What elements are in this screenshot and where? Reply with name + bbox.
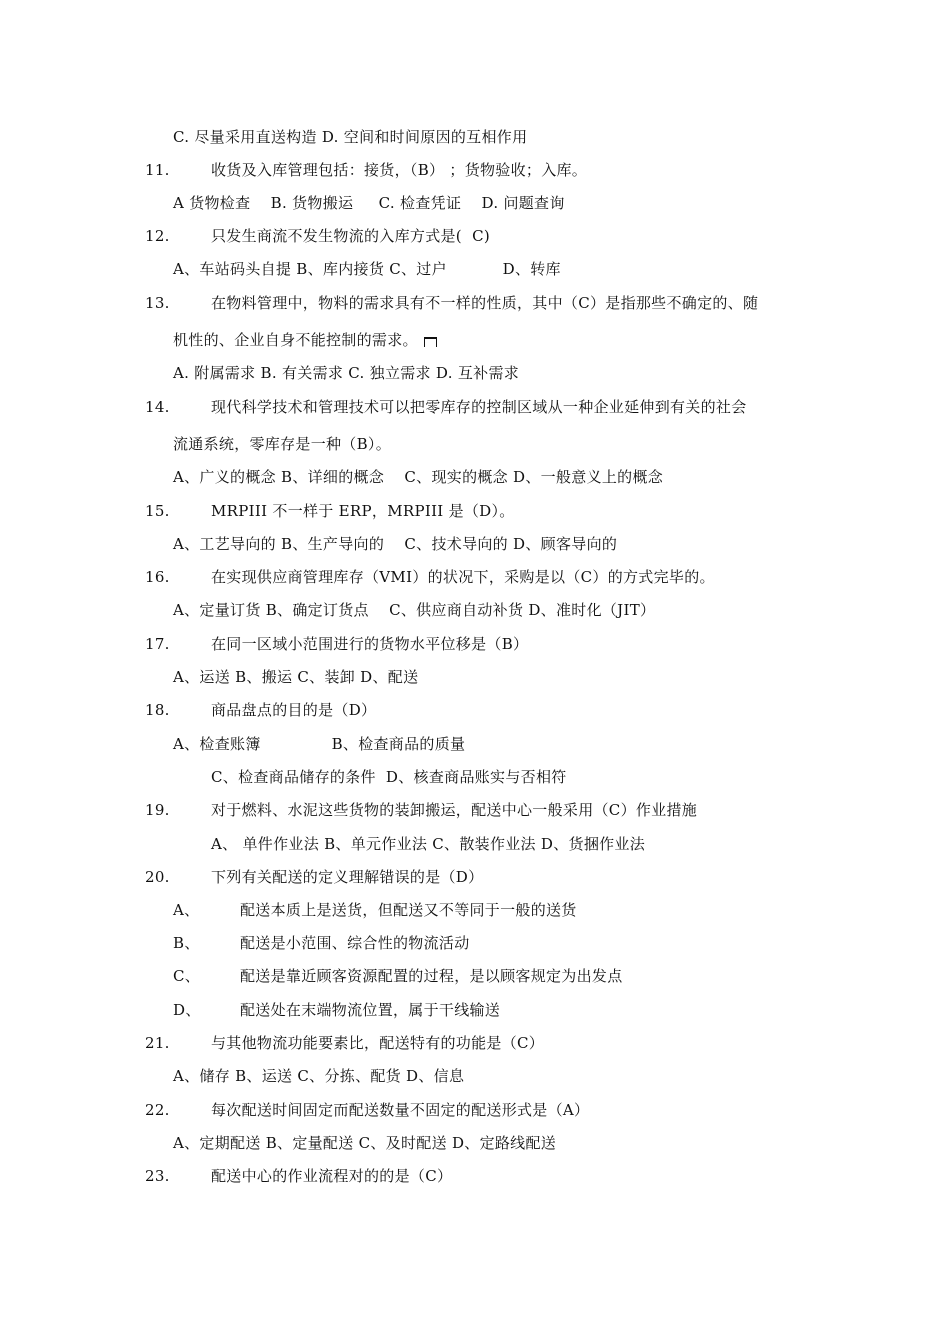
question-text-continued-text: 机性的、企业自身不能控制的需求。	[173, 331, 418, 349]
option-line: A、运送 B、搬运 C、装卸 D、配送	[173, 668, 419, 686]
option-label: C、	[173, 967, 201, 985]
option-text: 配送本质上是送货，但配送又不等同于一般的送货	[240, 901, 577, 919]
question-number: 12.	[145, 227, 170, 245]
question-number: 23.	[145, 1167, 170, 1185]
question-text: 配送中心的作业流程对的的是（C）	[211, 1167, 453, 1185]
question-number: 18.	[145, 701, 170, 719]
option-line: C. 尽量采用直送构造 D. 空间和时间原因的互相作用	[173, 128, 528, 146]
question-text: 现代科学技术和管理技术可以把零库存的控制区域从一种企业延伸到有关的社会	[211, 398, 747, 416]
question-text: 在同一区域小范围进行的货物水平位移是（B）	[211, 635, 529, 653]
option-text: 配送处在末端物流位置，属于干线输送	[240, 1001, 501, 1019]
option-label: A、	[173, 901, 200, 919]
option-text: 配送是靠近顾客资源配置的过程，是以顾客规定为出发点	[240, 967, 623, 985]
question-number: 11.	[145, 161, 170, 179]
option-line: A、 单件作业法 B、单元作业法 C、散装作业法 D、货捆作业法	[211, 835, 646, 853]
question-text: 与其他物流功能要素比，配送特有的功能是（C）	[211, 1034, 545, 1052]
question-number: 14.	[145, 398, 170, 416]
question-text: 对于燃料、水泥这些货物的装卸搬运，配送中心一般采用（C）作业措施	[211, 801, 698, 819]
question-text: 下列有关配送的定义理解错误的是（D）	[211, 868, 484, 886]
question-number: 13.	[145, 294, 170, 312]
question-number: 15.	[145, 502, 170, 520]
option-text: 配送是小范围、综合性的物流活动	[240, 934, 470, 952]
option-line: C、检查商品储存的条件 D、核查商品账实与否相符	[211, 768, 567, 786]
question-text: 在物料管理中，物料的需求具有不一样的性质，其中（C）是指那些不确定的、随	[211, 294, 759, 312]
option-line: A、定期配送 B、定量配送 C、及时配送 D、定路线配送	[173, 1134, 557, 1152]
option-label: B、	[173, 934, 200, 952]
question-number: 20.	[145, 868, 170, 886]
option-line: A. 附属需求 B. 有关需求 C. 独立需求 D. 互补需求	[173, 364, 520, 382]
option-line: A 货物检查 B. 货物搬运 C. 检查凭证 D. 问题查询	[173, 194, 565, 212]
question-text: MRPIII 不一样于 ERP，MRPIII 是（D）。	[211, 502, 515, 520]
question-text: 商品盘点的目的是（D）	[211, 701, 377, 719]
text-cursor-icon	[424, 337, 437, 347]
option-line: A、储存 B、运送 C、分拣、配货 D、信息	[173, 1067, 465, 1085]
option-line: A、车站码头自提 B、库内接货 C、过户 D、转库	[173, 260, 561, 278]
question-number: 17.	[145, 635, 170, 653]
question-text-continued	[173, 330, 437, 350]
question-text: 收货及入库管理包括：接货，（B） ；货物验收；入库。	[211, 161, 588, 179]
option-line: A、广义的概念 B、详细的概念 C、现实的概念 D、一般意义上的概念	[173, 468, 664, 486]
question-number: 16.	[145, 568, 170, 586]
question-text-continued: 流通系统，零库存是一种（B）。	[173, 435, 392, 453]
question-text: 在实现供应商管理库存（VMI）的状况下，采购是以（C）的方式完毕的。	[211, 568, 715, 586]
option-line: A、检查账簿 B、检查商品的质量	[173, 735, 466, 753]
question-text: 每次配送时间固定而配送数量不固定的配送形式是（A）	[211, 1101, 590, 1119]
option-line: A、工艺导向的 B、生产导向的 C、技术导向的 D、顾客导向的	[173, 535, 618, 553]
question-number: 19.	[145, 801, 170, 819]
question-number: 22.	[145, 1101, 170, 1119]
option-line: A、定量订货 B、确定订货点 C、供应商自动补货 D、准时化（JIT）	[173, 601, 656, 619]
question-text: 只发生商流不发生物流的入库方式是( C)	[211, 227, 491, 245]
question-number: 21.	[145, 1034, 170, 1052]
option-label: D、	[173, 1001, 201, 1019]
